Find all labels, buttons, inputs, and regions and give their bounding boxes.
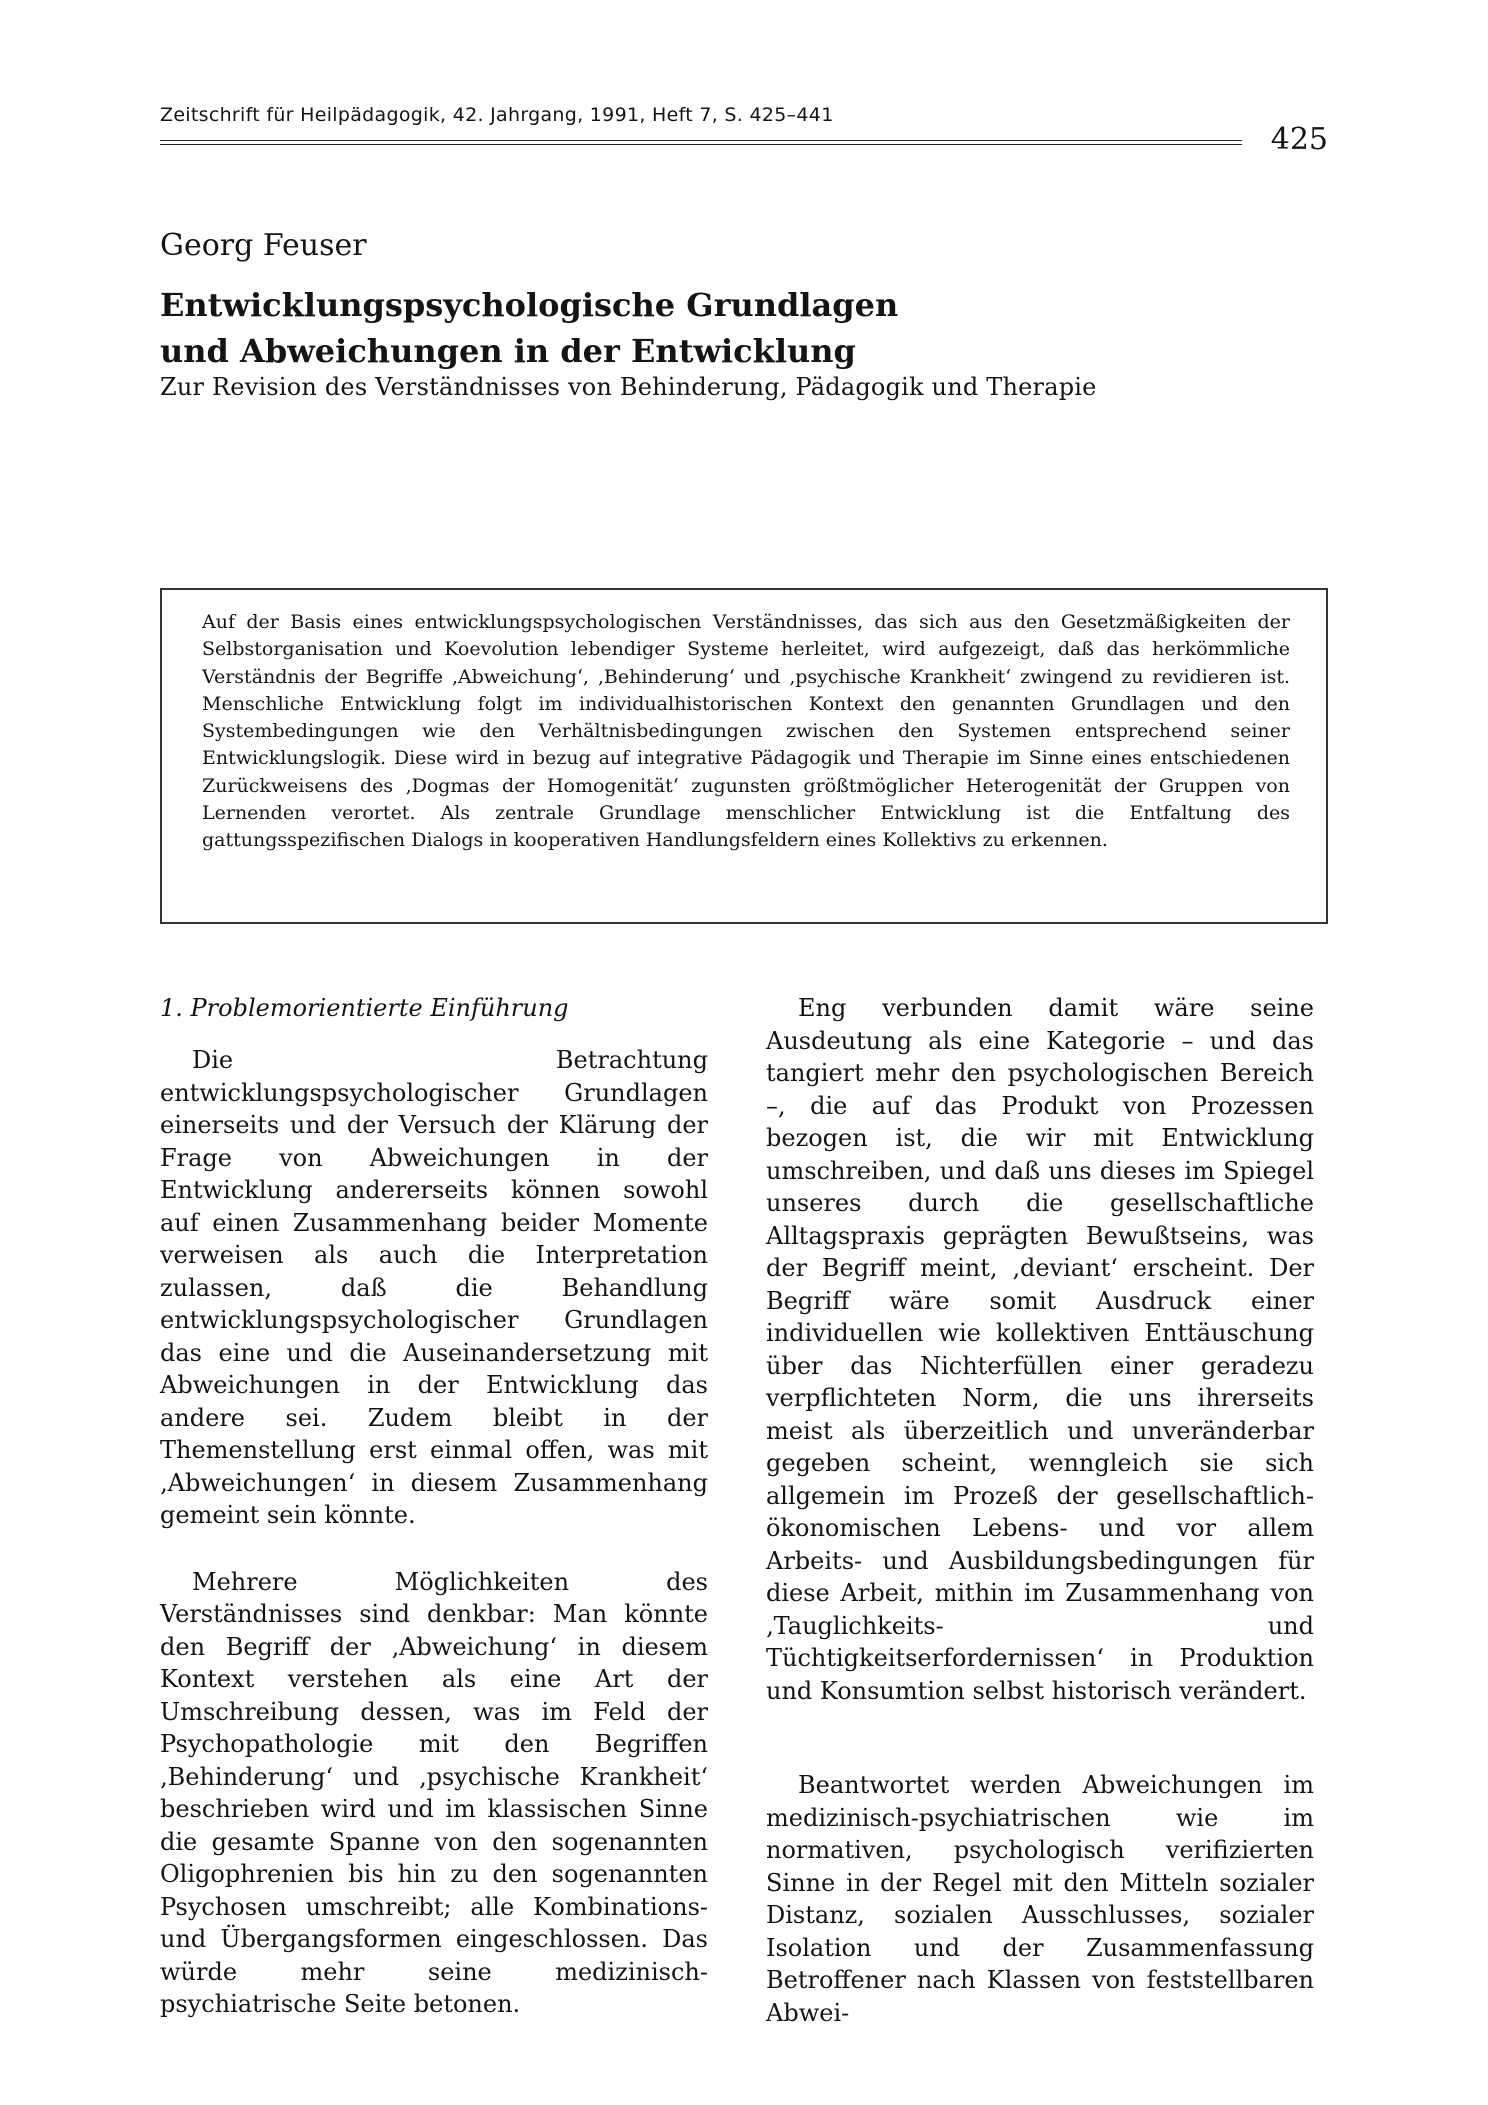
page-number: 425 [1270,122,1328,157]
title-line-2: und Abweichungen in der Entwicklung [160,332,856,370]
author-name: Georg Feuser [160,228,367,263]
right-column [766,992,1314,2029]
paragraph: Die Betrachtung entwicklungspsychologischer Grundlagen einerseits und der Versuch der Klärung der Frage von Abweichungen in der Entwicklung andererseits können sowohl auf einen Zusammenhang beider Momente verweisen als auch die Interpretation zulassen, daß die Behandlung entwicklungspsychologischer Grundlagen das eine und die Auseinandersetzung mit Abweichungen in der Entwicklung das andere sei. Zudem bleibt in der Themenstellung erst einmal offen, was mit ‚Abweichungen‘ in diesem Zusammenhang gemeint sein könnte. [160,1046,708,1529]
paragraph: Eng verbunden damit wäre seine Ausdeutung als eine Kategorie – und das tangiert mehr den psychologischen Bereich –, die auf das Produkt von Prozessen bezogen ist, die wir mit Entwicklung umschreiben, und daß uns dieses im Spiegel unseres durch die gesellschaftliche Alltagspraxis geprägten Bewußtseins, was der Begriff meint, ‚deviant‘ erscheint. Der Begriff wäre somit Ausdruck einer individuellen wie kollektiven Enttäuschung über das Nichterfüllen einer geradezu verpflichteten Norm, die uns ihrerseits meist als überzeitlich und unveränderbar gegeben scheint, wenngleich sie sich allgemein im Prozeß der gesellschaftlich-ökonomischen Lebens- und vor allem Arbeits- und Ausbildungsbedingungen für diese Arbeit, mithin im Zusammenhang von ‚Tauglichkeits- und Tüchtigkeitserfordernissen‘ in Produktion und Konsumtion selbst historisch verändert. [766,994,1314,1705]
title-line-1: Entwicklungspsychologische Grundlagen [160,286,899,324]
article-subtitle: Zur Revision des Verständnisses von Behinderung, Pädagogik und Therapie [160,373,1097,401]
article-title [160,282,1310,374]
section-heading: 1. Problemorientierte Einführung [160,994,569,1022]
paragraph: Mehrere Möglichkeiten des Verständnisses sind denkbar: Man könnte den Begriff der ‚Abweichung‘ in diesem Kontext verstehen als eine Art der Umschreibung dessen, was im Feld der Psychopathologie mit den Begriffen ‚Behinderung‘ und ‚psychische Krankheit‘ beschrieben wird und im klassischen Sinne die gesamte Spanne von den sogenannten Oligophrenien bis hin zu den sogenannten Psychosen umschreibt; alle Kombinations- und Übergangsformen eingeschlossen. Das würde mehr seine medizinisch-psychiatrische Seite betonen. [160,1567,708,2018]
left-column [160,992,708,2021]
journal-citation: Zeitschrift für Heilpädagogik, 42. Jahrgang, 1991, Heft 7, S. 425–441 [160,104,834,126]
abstract-text: Auf der Basis eines entwicklungspsychologischen Verständnisses, das sich aus den Gesetzmäßigkeiten der Selbstorganisation und Koevolution lebendiger Systeme herleitet, wird aufgezeigt, daß das herkömmliche Verständnis der Begriffe ‚Abweichung‘, ‚Behinderung‘ und ‚psychische Krankheit‘ zwingend zu revidieren ist. Menschliche Entwicklung folgt im individualhistorischen Kontext den genannten Grundlagen und den Systembedingungen wie den Verhältnisbedingungen zwischen den Systemen entsprechend seiner Entwicklungslogik. Diese wird in bezug auf integrative Pädagogik und Therapie im Sinne eines entschiedenen Zurückweisens des ‚Dogmas der Homogenität‘ zugunsten größtmöglicher Heterogenität der Gruppen von Lernenden verortet. Als zentrale Grundlage menschlicher Entwicklung ist die Entfaltung des gattungsspezifischen Dialogs in kooperativen Handlungsfeldern eines Kollektivs zu erkennen. [202,611,1290,852]
paragraph: Beantwortet werden Abweichungen im medizinisch-psychiatrischen wie im normativen, psychologisch verifizierten Sinne in der Regel mit den Mitteln sozialer Distanz, sozialen Ausschlusses, sozialer Isolation und der Zusammenfassung Betroffener nach Klassen von feststellbaren Abwei- [766,1771,1314,2027]
abstract-box [160,588,1328,924]
header-rule [160,140,1242,145]
